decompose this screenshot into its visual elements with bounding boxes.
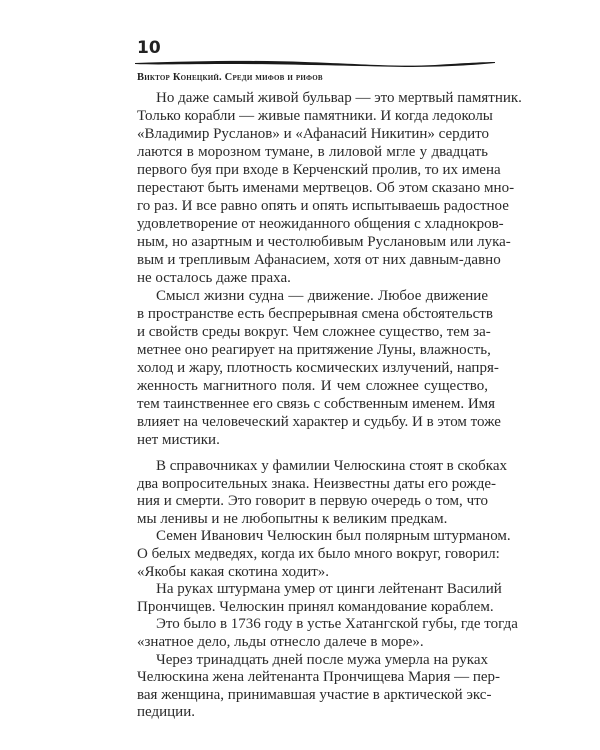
text-section-1 bbox=[137, 89, 522, 449]
text-line: Семен Иванович Челюскин был полярным штурманом. bbox=[156, 528, 511, 545]
paragraph bbox=[137, 458, 507, 528]
text-line: Через тринадцать дней после мужа умерла на руках bbox=[156, 651, 488, 668]
text-line: «Владимир Русланов» и «Афанасий Никитин» сердито bbox=[137, 126, 489, 142]
text-line: В справочниках у фамилии Челюскина стоят в скобках bbox=[156, 458, 507, 474]
text-line: метнее оно реагирует на притяжение Луны, влажность, bbox=[137, 342, 491, 358]
text-line: На руках штурмана умер от цинги лейтенант Василий bbox=[156, 581, 502, 598]
text-line: мы ленивы и не любопытны к великим предкам. bbox=[137, 510, 448, 527]
text-line: го раз. И все равно опять и опять испытываешь радостное bbox=[137, 198, 509, 214]
text-line: Это было в 1736 году в устье Хатангской губы, где тогда bbox=[156, 616, 518, 633]
text-line: вая женщина, принимавшая участие в арктической экс- bbox=[137, 686, 492, 703]
text-line: вым и трепливым Афанасием, хотя от них давным-давно bbox=[137, 252, 501, 268]
text-line: удовлетворение от неожиданного общения с хладнокров- bbox=[137, 216, 504, 232]
paragraph bbox=[137, 616, 518, 651]
text-line: не осталось даже праха. bbox=[137, 270, 291, 286]
paragraph bbox=[137, 528, 511, 581]
text-line: педиции. bbox=[137, 704, 195, 721]
brush-stroke-divider bbox=[135, 58, 495, 68]
paragraph bbox=[137, 581, 502, 616]
text-line: Только корабли — живые памятники. И когда ледоколы bbox=[137, 108, 493, 124]
text-line: «Якобы какая скотина ходит». bbox=[137, 563, 330, 580]
text-line: О белых медведях, когда их было много вокруг, говорил: bbox=[137, 545, 500, 562]
paragraph bbox=[137, 287, 501, 449]
text-line: лаются в морозном тумане, в лиловой мгле у двадцать bbox=[137, 144, 488, 160]
text-line: «знатное дело, льды отнесло далече в море». bbox=[137, 633, 424, 650]
text-line: перестают быть именами мертвецов. Об этом сказано мно- bbox=[137, 180, 515, 196]
text-line: первого буя при входе в Керченский пролив, то их имена bbox=[137, 162, 501, 178]
page-number: 10 bbox=[137, 38, 161, 58]
text-line: Челюскина жена лейтенанта Прончищева Мария — пер- bbox=[137, 669, 501, 686]
running-header: Виктор Конецкий. Среди мифов и рифов bbox=[137, 72, 323, 83]
text-line: ным, но азартным и честолюбивым Руслановым или лука- bbox=[137, 234, 511, 250]
text-line: тем таинственнее его связь с собственным именем. Имя bbox=[137, 396, 496, 412]
text-line: ния и смерти. Это говорит в первую очередь о том, что bbox=[137, 493, 488, 510]
text-line: влияет на человеческий характер и судьбу. И в этом тоже bbox=[137, 414, 501, 430]
text-line: женность магнитного поля. И чем сложнее существо, bbox=[137, 378, 488, 394]
text-line: Прончищев. Челюскин принял командование кораблем. bbox=[137, 598, 494, 615]
text-line: нет мистики. bbox=[137, 432, 220, 448]
text-section-2 bbox=[137, 458, 518, 722]
text-line: в пространстве есть беспрерывная смена обстоятельств bbox=[137, 306, 493, 322]
text-line: и свойств среды вокруг. Чем сложнее существо, тем за- bbox=[137, 324, 491, 340]
paragraph bbox=[137, 651, 501, 722]
text-line: Но даже самый живой бульвар — это мертвый памятник. bbox=[156, 90, 522, 106]
text-line: два вопросительных знака. Неизвестны даты его рожде- bbox=[137, 475, 496, 492]
paragraph bbox=[137, 89, 522, 287]
text-line: холод и жару, плотность космических излучений, напря- bbox=[137, 360, 499, 376]
text-line: Смысл жизни судна — движение. Любое движение bbox=[156, 288, 488, 304]
